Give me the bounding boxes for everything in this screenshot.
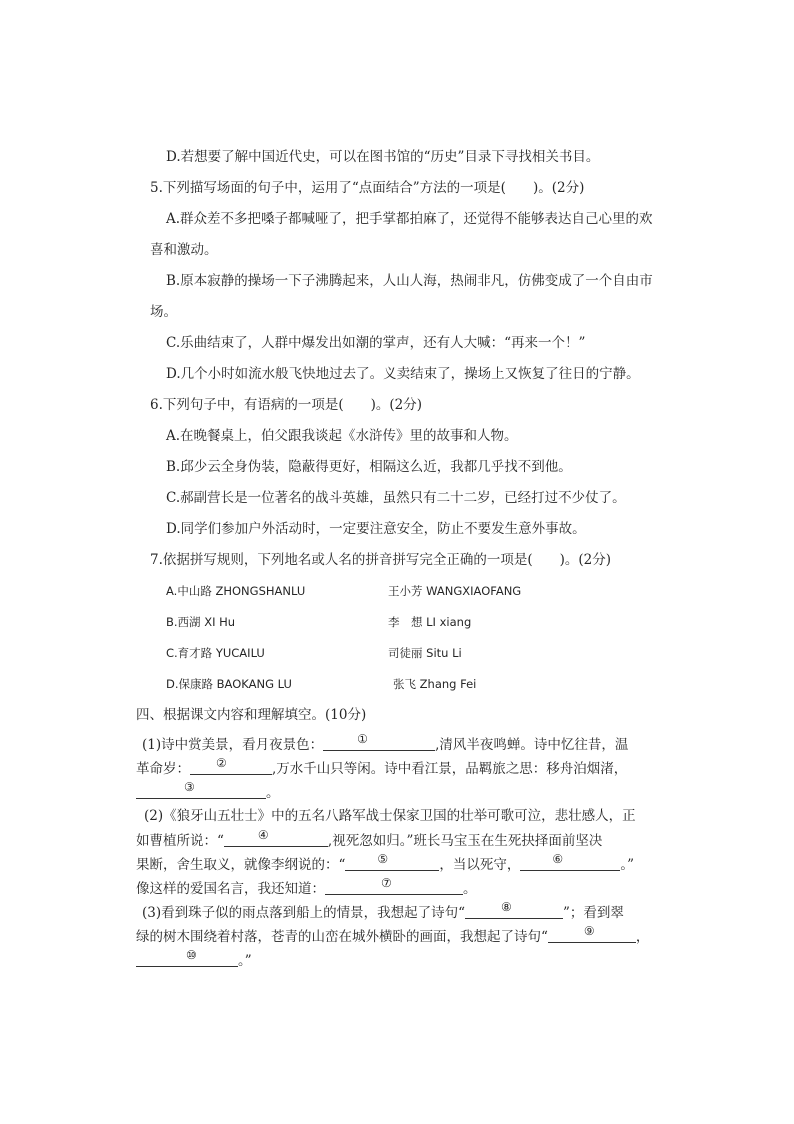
q6-option-c: C.郝副营长是一位著名的战斗英雄，虽然只有二十二岁，已经打过不少仗了。: [166, 490, 626, 506]
q5-option-b-line1: B.原本寂静的操场一下子沸腾起来，人山人海，热闹非凡，仿佛变成了一个自由市: [166, 273, 653, 289]
fill-paragraph-3-line2: [136, 926, 649, 947]
text: 。”: [238, 953, 252, 969]
fill-paragraph-3-line1: [142, 902, 624, 923]
q7-option-d-name: 张飞 Zhang Fei: [393, 677, 477, 691]
blank-marker: ②: [216, 756, 227, 770]
fill-paragraph-2-line4: [136, 878, 477, 899]
blank-9[interactable]: [548, 926, 636, 943]
blank-6[interactable]: [520, 854, 620, 871]
q5-option-d: D.几个小时如流水般飞快地过去了。义卖结束了，操场上又恢复了往日的宁静。: [166, 366, 640, 382]
q7-option-a-name: 王小芳 WANGXIAOFANG: [388, 584, 522, 598]
blank-marker: ③: [184, 780, 195, 794]
q7-option-a-place: A.中山路 ZHONGSHANLU: [166, 584, 306, 598]
fill-paragraph-1-line1: [142, 734, 628, 755]
text: 如曹植所说：“: [136, 833, 224, 849]
text: (1)诗中赏美景，看月夜景色：: [142, 737, 324, 753]
text: ,视死忽如归。”班长马宝玉在生死抉择面前坚决: [327, 833, 603, 849]
q5-option-b-line2: 场。: [150, 304, 177, 320]
text: 。: [463, 881, 477, 897]
q7-option-c-name: 司徒丽 Situ Li: [388, 646, 462, 660]
blank-marker: ①: [357, 732, 368, 746]
text: (3)看到珠子似的雨点落到船上的情景，我想起了诗句“: [142, 905, 466, 921]
blank-5[interactable]: [345, 854, 439, 871]
q7-option-b-place: B.西湖 XI Hu: [166, 615, 236, 629]
blank-7[interactable]: [325, 878, 463, 895]
blank-marker: ⑤: [377, 852, 389, 866]
text: 。”: [620, 857, 635, 873]
blank-2[interactable]: [190, 758, 272, 775]
q7-stem: 7.依据拼写规则，下列地名或人名的拼音拼写完全正确的一项是( )。(2分): [150, 552, 612, 568]
fill-paragraph-2-line2: [136, 830, 602, 851]
q7-option-c-place: C.育才路 YUCAILU: [166, 646, 265, 660]
text: 。: [266, 785, 280, 801]
blank-marker: ⑦: [381, 876, 392, 890]
q6-option-a: A.在晚餐桌上，伯父跟我谈起《水浒传》里的故事和人物。: [166, 428, 518, 444]
section-heading: 四、根据课文内容和理解填空。(10分): [136, 707, 367, 723]
blank-marker: ⑧: [501, 900, 512, 914]
text: ,万水千山只等闲。诗中看江景，品羁旅之思：移舟泊烟渚，: [272, 761, 628, 777]
q6-option-b: B.邱少云全身伪装，隐蔽得更好，相隔这么近，我都几乎找不到他。: [166, 459, 572, 475]
blank-10[interactable]: [136, 950, 238, 967]
text: 绿的树木围绕着村落，苍青的山峦在城外横卧的画面，我想起了诗句“: [136, 929, 548, 945]
text: ，: [635, 929, 650, 945]
blank-marker: ⑥: [552, 852, 564, 866]
blank-4[interactable]: [224, 830, 328, 847]
q7-option-b-name: 李 想 LI xiang: [388, 615, 472, 629]
fill-paragraph-1-line3: [136, 782, 280, 803]
blank-1[interactable]: [323, 734, 435, 751]
q5-option-a-line1: A.群众差不多把嗓子都喊哑了，把手掌都拍麻了，还觉得不能够表达自己心里的欢: [166, 211, 653, 227]
blank-marker: ④: [257, 828, 269, 842]
blank-3[interactable]: [136, 782, 266, 799]
q6-option-d: D.同学们参加户外活动时，一定要注意安全，防止不要发生意外事故。: [166, 521, 586, 537]
blank-8[interactable]: [465, 902, 563, 919]
q7-option-d-place: D.保康路 BAOKANG LU: [166, 677, 292, 691]
fill-paragraph-1-line2: [136, 758, 627, 779]
text: ,清风半夜鸣蝉。诗中忆往昔，温: [435, 737, 629, 753]
text: 像这样的爱国名言，我还知道：: [136, 881, 325, 897]
text: 果断，舍生取义，就像李纲说的：“: [136, 857, 346, 873]
blank-marker: ⑩: [186, 948, 197, 962]
fill-paragraph-2-line3: [136, 854, 634, 875]
q5-option-c: C.乐曲结束了，人群中爆发出如潮的掌声，还有人大喊：“再来一个！”: [166, 335, 586, 351]
q6-stem: 6.下列句子中，有语病的一项是( )。(2分): [150, 397, 423, 413]
q4-option-d: D.若想要了解中国近代史，可以在图书馆的“历史”目录下寻找相关书目。: [166, 149, 600, 165]
q5-stem: 5.下列描写场面的句子中，运用了“点面结合”方法的一项是( )。(2分): [150, 180, 585, 196]
fill-paragraph-2-line1: (2)《狼牙山五壮士》中的五名八路军战士保家卫国的壮举可歌可泣，悲壮感人，正: [144, 808, 636, 824]
text: ”；看到翠: [563, 905, 624, 921]
text: 革命岁：: [136, 761, 190, 777]
blank-marker: ⑨: [583, 924, 595, 938]
q5-option-a-line2: 喜和激动。: [150, 242, 218, 258]
text: ，当以死守，: [439, 857, 521, 873]
fill-paragraph-3-line3: [136, 950, 252, 971]
